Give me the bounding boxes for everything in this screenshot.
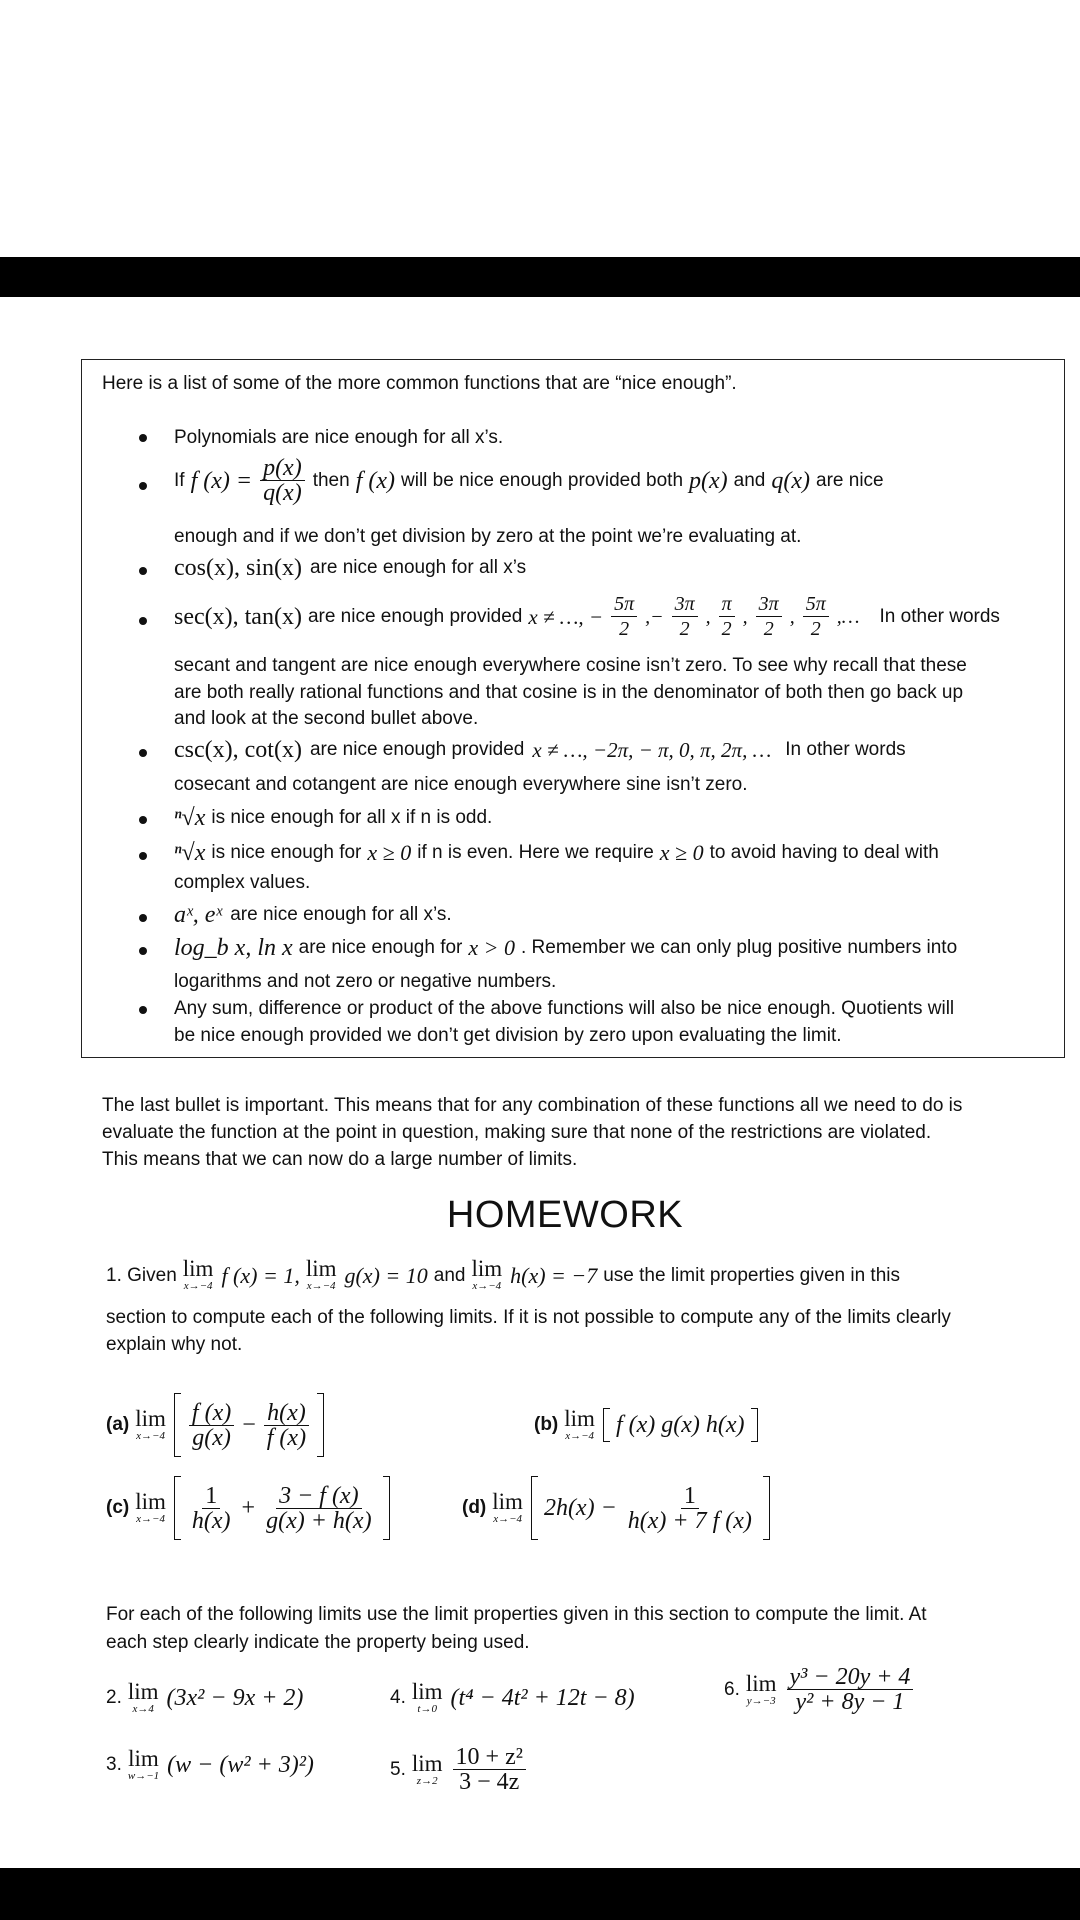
problem-6 [724,1665,915,1714]
frac-den: h(x) [191,1507,231,1534]
p3-expr: (w − (w² + 3)²) [167,1751,314,1778]
top-black-bar [0,257,1080,297]
lim-sub: x→−4 [493,1513,522,1525]
b2-and: and [733,469,766,491]
b2-fx: f (x) = [190,467,253,494]
part-d-label: (d) [462,1497,487,1518]
p2-label: 2. [106,1687,122,1708]
frac-num: 10 + z² [453,1745,526,1770]
part-b [534,1408,758,1442]
part-a-label: (a) [106,1414,130,1435]
b7-t3: to avoid having to deal with [709,842,939,863]
part-a-lim [135,1408,166,1442]
frac-num: h(x) [264,1401,309,1426]
part-d-lim [492,1491,523,1525]
bullet-dot [139,947,147,955]
lim-sub: x→−4 [565,1430,594,1442]
q1-lead: 1. Given [106,1264,177,1286]
b5-line2: cosecant and cotangent are nice enough everywhere sine isn’t zero. [174,774,748,795]
b2-fraction [260,456,305,505]
q1-l1: f (x) = 1, [221,1262,300,1288]
bullet-logarithms [174,935,1024,961]
q1-line1 [106,1258,900,1292]
lim-word: lim [182,1256,214,1281]
frac-num: f (x) [189,1401,234,1426]
bullet-odd-root [174,805,1024,831]
p5-lim [411,1750,443,1787]
q1-l2: g(x) = 10 [344,1262,428,1288]
lim-word: lim [471,1256,503,1281]
b9-t2: . Remember we can only plug positive numbers into [521,937,958,958]
p2-expr: (3x² − 9x + 2) [166,1684,304,1711]
frac-den: f (x) [266,1424,307,1451]
p6-label: 6. [724,1678,740,1700]
b4-frac-5-den: 2 [810,618,821,640]
p6-frac [787,1665,914,1714]
bullet-exponential [174,902,1024,928]
right-bracket [383,1476,390,1540]
lim-sub: x→−4 [183,1280,213,1292]
b6-root: ⁿ√x [174,805,206,831]
b2-end: are nice [816,469,884,491]
frac-num: y³ − 20y + 4 [787,1665,914,1690]
bullet-dot [139,434,147,442]
bullet-even-root [174,840,1024,866]
q1-end: use the limit properties given in this [603,1264,900,1286]
b7-m1: x ≥ 0 [367,840,412,865]
q1-lim-1 [183,1258,214,1292]
frac-den: h(x) + 7 f (x) [627,1507,752,1534]
lim-word: lim [128,1746,159,1771]
part-d-pre: 2h(x) − [543,1494,617,1521]
part-c-label: (c) [106,1497,130,1518]
instr-line1: For each of the following limits use the limit properties given in this section to compute the limit. At [106,1604,927,1625]
homework-title: HOMEWORK [446,1194,684,1236]
b4-frac-5-num: 5π [803,592,829,617]
b4-frac-1 [611,592,637,641]
frac-den: g(x) + h(x) [266,1507,372,1534]
bottom-black-bar [0,1868,1080,1920]
b4-frac-3-num: π [719,592,735,617]
bullet-cos-sin [174,555,1024,581]
b4-math: sec(x), tan(x) [174,603,302,630]
b4-cond: x ≠ …, − [528,604,604,629]
q1-and: and [433,1264,466,1286]
b5-text: are nice enough provided [309,739,525,760]
lim-sub: y→−3 [746,1694,776,1707]
b2-if: If [174,469,185,491]
part-c-frac-1 [189,1484,234,1533]
b4-tail: ,… [836,605,860,628]
problem-5 [390,1745,528,1794]
frac-den: g(x) [192,1424,231,1451]
b3-math: cos(x), sin(x) [174,555,302,581]
frac-num: 1 [202,1484,220,1509]
bullet-polynomials: Polynomials are nice enough for all x’s. [174,427,504,448]
bullet-dot [139,482,147,490]
q1-line2: section to compute each of the following limits. If it is not possible to compute any of the limits clearly [106,1307,951,1328]
part-d [462,1476,770,1540]
b2-fx2: f (x) [355,467,395,494]
b7-t2: if n is even. Here we require [417,842,654,863]
problem-3 [106,1748,314,1782]
b4-frac-4-den: 2 [763,618,774,640]
b9-math: log_b x, ln x [174,935,293,961]
part-c [106,1476,390,1540]
b7-root: ⁿ√x [174,840,206,866]
problem-4 [390,1681,635,1715]
bullet-dot [139,852,147,860]
left-bracket [603,1408,610,1442]
bullet-sec-tan: sec(x), tan(x) are nice enough provided x ≠ …, − $\frac{5\pi}{2}$ ,− $\frac{3\pi}{2}$ , $\frac{\pi}{2}$ , $\frac{3\pi}{2}$ , $\frac{5\pi}{2}$ ,… In other words [174,593,1000,640]
b10-line1: Any sum, difference or product of the above functions will also be nice enough. Quotients will [174,998,955,1019]
b2-q: q(x) [771,467,811,494]
lim-sub: x→−4 [136,1430,165,1442]
problem-2 [106,1681,303,1715]
frac-den: 3 − 4z [459,1769,520,1795]
bullet-rational [174,456,1024,505]
part-b-lim [564,1408,595,1442]
right-bracket [751,1408,758,1442]
part-c-frac-2 [263,1484,374,1533]
b4-line3: are both really rational functions and that cosine is in the denominator of both then go back up [174,682,964,703]
p4-label: 4. [390,1687,406,1708]
lim-sub: x→4 [132,1703,154,1715]
q1-lim-3 [471,1258,502,1292]
b8-text: are nice enough for all x’s. [230,904,452,925]
b4-frac-1-den: 2 [619,618,630,640]
after-box-line1: The last bullet is important. This means that for any combination of these functions all we need to do is [102,1095,963,1116]
part-a-frac-1 [189,1401,234,1450]
lim-word: lim [564,1406,595,1431]
b9-t1: are nice enough for [298,937,463,958]
lim-sub: w→−1 [127,1770,160,1782]
bullet-dot [139,816,147,824]
bullet-dot [139,617,147,625]
b9-m1: x > 0 [468,935,515,960]
b4-frac-2-den: 2 [679,618,690,640]
bullet-dot [139,749,147,757]
b2-mid: will be nice enough provided both [401,469,684,491]
lim-sub: t→0 [417,1703,437,1715]
part-a-minus: − [242,1411,256,1438]
lim-word: lim [492,1489,523,1514]
left-bracket [531,1476,538,1540]
b3-text: are nice enough for all x’s [309,557,527,578]
q1-line3: explain why not. [106,1334,243,1355]
b4-line4: and look at the second bullet above. [174,708,479,729]
b7-t1: is nice enough for [211,842,362,863]
b4-frac-3 [719,592,735,641]
after-box-line3: This means that we can now do a large number of limits. [102,1149,578,1170]
p4-expr: (t⁴ − 4t² + 12t − 8) [450,1684,635,1711]
b4-frac-2 [672,592,698,641]
right-bracket [763,1476,770,1540]
b4-frac-4 [756,592,782,641]
lim-word: lim [135,1406,166,1431]
b7-m2: x ≥ 0 [659,840,704,865]
lim-word: lim [411,1750,443,1776]
lim-word: lim [127,1679,159,1704]
p6-lim [745,1670,777,1707]
part-a [106,1393,324,1457]
b7-line2: complex values. [174,872,311,893]
b4-frac-5 [803,592,829,641]
part-a-frac-2 [264,1401,309,1450]
lim-sub: x→−4 [306,1280,336,1292]
part-c-plus: + [241,1494,256,1521]
lim-word: lim [135,1489,166,1514]
b2-p: p(x) [689,467,728,494]
b4-frac-2-num: 3π [672,592,698,617]
b4-line2: secant and tangent are nice enough everywhere cosine isn’t zero. To see why recall that these [174,655,967,676]
lim-sub: x→−4 [136,1513,165,1525]
bullet-dot [139,567,147,575]
b2-numerator: p(x) [260,456,305,481]
part-c-lim [135,1491,166,1525]
b9-line2: logarithms and not zero or negative numbers. [174,971,557,992]
p3-label: 3. [106,1754,122,1775]
b5-math: csc(x), cot(x) [174,737,302,763]
after-box-line2: evaluate the function at the point in question, making sure that none of the restrictions are violated. [102,1122,932,1143]
p5-label: 5. [390,1758,406,1780]
p4-lim [412,1681,443,1715]
right-bracket [317,1393,324,1457]
lim-sub: x→−4 [472,1280,502,1292]
b2-then: then [312,469,350,491]
b10-line2: be nice enough provided we don’t get division by zero upon evaluating the limit. [174,1025,842,1046]
b2-line2: enough and if we don’t get division by zero at the point we’re evaluating at. [174,526,802,547]
p2-lim [128,1681,159,1715]
frac-num: 1 [681,1484,699,1509]
box-intro: Here is a list of some of the more common functions that are “nice enough”. [102,373,737,394]
b4-frac-1-num: 5π [611,592,637,617]
q1-lim-2 [306,1258,337,1292]
b4-frac-3-den: 2 [721,618,732,640]
b4-frac-4-num: 3π [756,592,782,617]
left-bracket [174,1476,181,1540]
q1-l3: h(x) = −7 [510,1262,598,1288]
frac-num: 3 − f (x) [276,1484,362,1509]
lim-sub: z→2 [416,1774,438,1787]
b4-text: are nice enough provided [307,605,523,627]
b5-cond: x ≠ …, −2π, − π, 0, π, 2π, … [532,738,772,762]
bullet-csc-cot [174,737,1024,763]
p3-lim [128,1748,159,1782]
part-b-expr: f (x) g(x) h(x) [615,1411,745,1438]
p5-frac [453,1745,526,1794]
lim-word: lim [745,1670,777,1696]
left-bracket [174,1393,181,1457]
lim-word: lim [305,1256,337,1281]
b2-denominator: q(x) [263,480,302,506]
b4-after: In other words [879,605,1000,627]
part-d-frac [625,1484,755,1533]
instr-line2: each step clearly indicate the property being used. [106,1632,530,1653]
b8-math: aˣ, eˣ [174,902,223,928]
bullet-dot [139,914,147,922]
part-b-label: (b) [534,1414,559,1435]
b6-text: is nice enough for all x if n is odd. [211,807,493,828]
bullet-dot [139,1006,147,1014]
b5-after: In other words [785,739,906,760]
lim-word: lim [411,1679,443,1704]
frac-den: y² + 8y − 1 [795,1689,905,1715]
